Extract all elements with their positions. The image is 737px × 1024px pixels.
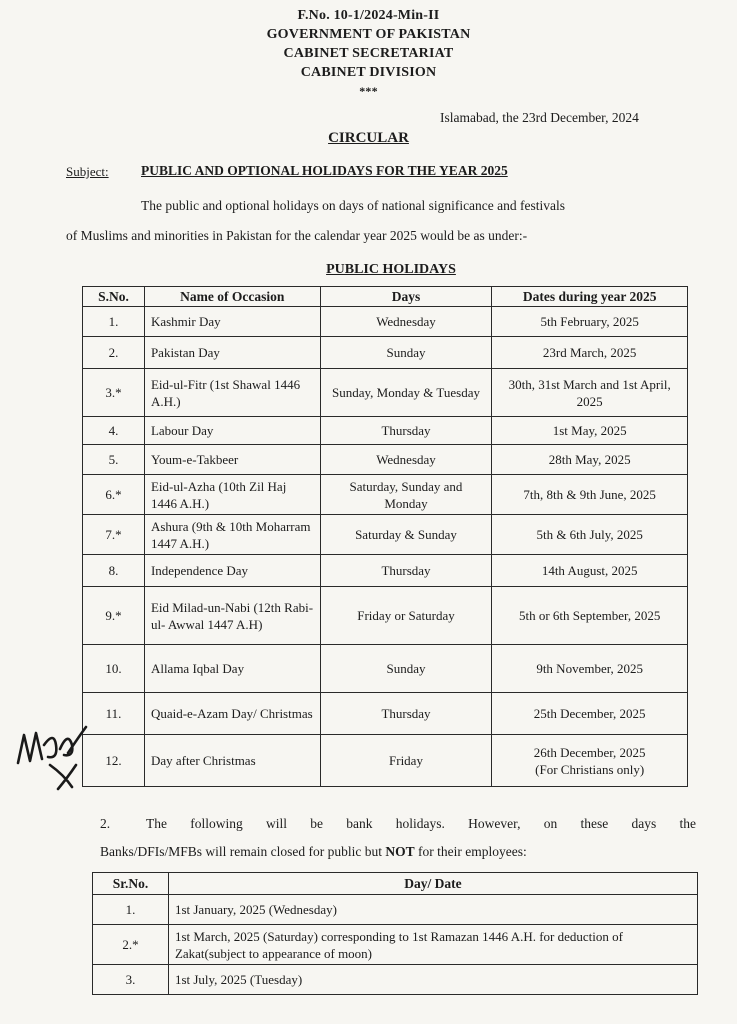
row-occasion: Pakistan Day bbox=[144, 337, 320, 369]
signature-initials bbox=[10, 705, 100, 795]
row-occasion: Eid Milad-un-Nabi (12th Rabi-ul- Awwal 1447 A.H) bbox=[144, 587, 320, 645]
stars-separator: *** bbox=[359, 84, 378, 98]
row-days: Saturday, Sunday and Monday bbox=[320, 475, 492, 515]
row-days: Wednesday bbox=[320, 445, 492, 475]
row-date: 5th or 6th September, 2025 bbox=[492, 587, 688, 645]
bank-header-sno: Sr.No. bbox=[93, 873, 169, 895]
row-occasion: Labour Day bbox=[144, 417, 320, 445]
row-sno: 2. bbox=[83, 337, 145, 369]
table-row bbox=[83, 337, 688, 369]
table-row bbox=[83, 735, 688, 787]
row-date: 25th December, 2025 bbox=[492, 693, 688, 735]
row-days: Thursday bbox=[320, 417, 492, 445]
bank-row-sno: 2.* bbox=[93, 925, 169, 965]
row-sno: 10. bbox=[83, 645, 145, 693]
row-date-value: 26th December, 2025 bbox=[533, 744, 646, 760]
table-row bbox=[83, 587, 688, 645]
row-sno: 6.* bbox=[83, 475, 145, 515]
bank-row-text: 1st January, 2025 (Wednesday) bbox=[168, 895, 697, 925]
row-date: 5th & 6th July, 2025 bbox=[492, 515, 688, 555]
para2-line-2-start: Banks/DFIs/MFBs will remain closed for public but bbox=[100, 844, 382, 859]
table-row bbox=[83, 645, 688, 693]
bank-holidays-table bbox=[92, 872, 698, 995]
row-date: 7th, 8th & 9th June, 2025 bbox=[492, 475, 688, 515]
para2-line-2-end: for their employees: bbox=[418, 844, 527, 859]
row-occasion: Independence Day bbox=[144, 555, 320, 587]
row-sno: 8. bbox=[83, 555, 145, 587]
row-occasion: Youm-e-Takbeer bbox=[144, 445, 320, 475]
table-row bbox=[83, 693, 688, 735]
header-sno: S.No. bbox=[83, 287, 145, 307]
file-number: F.No. 10-1/2024-Min-II bbox=[297, 8, 440, 23]
row-sno: 5. bbox=[83, 445, 145, 475]
table-row bbox=[83, 307, 688, 337]
table-row bbox=[83, 515, 688, 555]
row-days: Thursday bbox=[320, 555, 492, 587]
header-dates: Dates during year 2025 bbox=[492, 287, 688, 307]
bank-row-text: 1st March, 2025 (Saturday) corresponding to 1st Ramazan 1446 A.H. for deduction of Zakat(subject to appearance of moon) bbox=[168, 925, 697, 965]
row-date: 1st May, 2025 bbox=[492, 417, 688, 445]
para2-number: 2. bbox=[100, 816, 111, 831]
row-occasion: Kashmir Day bbox=[144, 307, 320, 337]
row-sno: 7.* bbox=[83, 515, 145, 555]
header-occasion: Name of Occasion bbox=[144, 287, 320, 307]
row-date-note: (For Christians only) bbox=[535, 761, 645, 777]
subject-label: Subject: bbox=[66, 164, 109, 179]
table-row bbox=[93, 965, 698, 995]
division-title: CABINET DIVISION bbox=[300, 65, 437, 80]
row-sno: 9.* bbox=[83, 587, 145, 645]
row-days: Sunday, Monday & Tuesday bbox=[320, 369, 492, 417]
row-occasion: Allama Iqbal Day bbox=[144, 645, 320, 693]
row-date: 14th August, 2025 bbox=[492, 555, 688, 587]
row-occasion: Eid-ul-Azha (10th Zil Haj 1446 A.H.) bbox=[144, 475, 320, 515]
bank-header-date: Day/ Date bbox=[168, 873, 697, 895]
row-date: 28th May, 2025 bbox=[492, 445, 688, 475]
table-header-row bbox=[83, 287, 688, 307]
table-row bbox=[93, 895, 698, 925]
para2-not-emphasis: NOT bbox=[385, 844, 415, 859]
circular-heading: CIRCULAR bbox=[328, 130, 409, 146]
table-row bbox=[83, 369, 688, 417]
intro-line-1: The public and optional holidays on days of national significance and festivals bbox=[141, 198, 566, 213]
intro-line-2: of Muslims and minorities in Pakistan for the calendar year 2025 would be as under:- bbox=[66, 228, 528, 243]
row-days: Saturday & Sunday bbox=[320, 515, 492, 555]
public-holidays-table bbox=[82, 286, 688, 787]
para2-line-1: The following will be bank holidays. However, on these days the bbox=[146, 816, 696, 831]
row-days: Wednesday bbox=[320, 307, 492, 337]
row-date: 30th, 31st March and 1st April, 2025 bbox=[492, 369, 688, 417]
table-row bbox=[83, 555, 688, 587]
row-sno: 3.* bbox=[83, 369, 145, 417]
row-date bbox=[492, 735, 688, 787]
row-occasion: Day after Christmas bbox=[144, 735, 320, 787]
para2-line-2 bbox=[100, 838, 527, 866]
row-date: 9th November, 2025 bbox=[492, 645, 688, 693]
row-days: Friday bbox=[320, 735, 492, 787]
row-occasion: Eid-ul-Fitr (1st Shawal 1446 A.H.) bbox=[144, 369, 320, 417]
row-days: Friday or Saturday bbox=[320, 587, 492, 645]
bank-row-text: 1st July, 2025 (Tuesday) bbox=[168, 965, 697, 995]
row-sno: 11. bbox=[83, 693, 145, 735]
bank-table-header-row bbox=[93, 873, 698, 895]
table-row bbox=[83, 417, 688, 445]
row-occasion: Ashura (9th & 10th Moharram 1447 A.H.) bbox=[144, 515, 320, 555]
gov-title: GOVERNMENT OF PAKISTAN bbox=[266, 27, 471, 42]
row-occasion: Quaid-e-Azam Day/ Christmas bbox=[144, 693, 320, 735]
table-row bbox=[83, 475, 688, 515]
secretariat-title: CABINET SECRETARIAT bbox=[283, 46, 454, 61]
header-days: Days bbox=[320, 287, 492, 307]
row-sno: 4. bbox=[83, 417, 145, 445]
row-days: Sunday bbox=[320, 645, 492, 693]
table-row bbox=[93, 925, 698, 965]
row-days: Sunday bbox=[320, 337, 492, 369]
place-date: Islamabad, the 23rd December, 2024 bbox=[440, 110, 639, 125]
bank-row-sno: 1. bbox=[93, 895, 169, 925]
row-sno: 1. bbox=[83, 307, 145, 337]
row-date: 5th February, 2025 bbox=[492, 307, 688, 337]
row-date: 23rd March, 2025 bbox=[492, 337, 688, 369]
row-days: Thursday bbox=[320, 693, 492, 735]
public-holidays-caption: PUBLIC HOLIDAYS bbox=[326, 262, 456, 277]
subject-text: PUBLIC AND OPTIONAL HOLIDAYS FOR THE YEAR 2025 bbox=[141, 163, 508, 178]
table-row bbox=[83, 445, 688, 475]
row-sno: 12. bbox=[83, 735, 145, 787]
bank-row-sno: 3. bbox=[93, 965, 169, 995]
